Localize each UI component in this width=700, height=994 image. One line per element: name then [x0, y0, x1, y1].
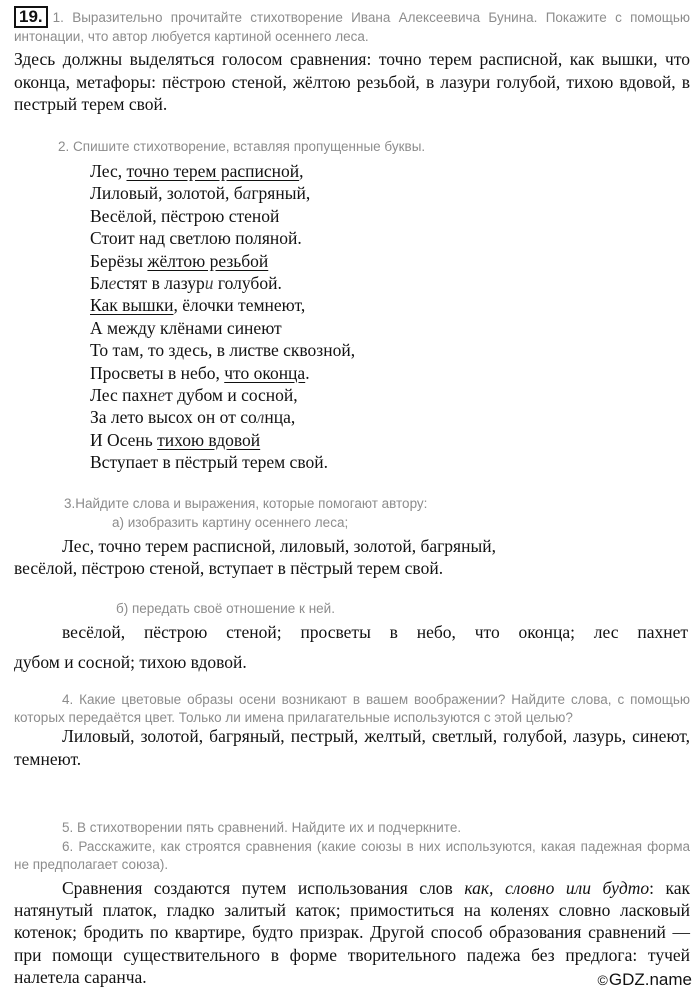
inserted-letter: а	[242, 183, 252, 204]
copyright-icon: ©	[597, 972, 608, 988]
task-4-question: 4. Какие цветовые образы осени возникают в вашем воображении? Найдите слова, с помощью которых передаётся цвет. Только ли имена прилагательные используются с этой целью?	[14, 692, 690, 725]
poem-line-6: Блестят в лазури голубой.	[90, 273, 282, 294]
task-5-question: 5. В стихотворении пять сравнений. Найдите их и подчеркните.	[62, 820, 462, 835]
inserted-letter: е	[108, 273, 117, 294]
poem-line-7: Как вышки, ёлочки темнеют,	[90, 295, 306, 316]
poem-line-9: То там, то здесь, в листве сквозной,	[90, 340, 356, 361]
poem-line-13: И Осень тихою вдовой	[90, 429, 261, 450]
poem-line-14: Вступает в пёстрый терем свой.	[90, 452, 328, 473]
task-1-answer: Здесь должны выделяться голосом сравнения: точно терем расписной, как вышки, что оконца, метафоры: пёстрою стеной, жёлтою резьбой, в лазури голубой, тихою вдовой, в пестрый терем свой.	[14, 49, 690, 114]
poem-line-2: Лиловый, золотой, багряный,	[90, 183, 311, 204]
inserted-letter: и	[204, 273, 214, 294]
watermark: ©GDZ.name	[597, 970, 692, 989]
poem-line-8: А между клёнами синеют	[90, 317, 282, 338]
poem-line-10: Просветы в небо, что оконца.	[90, 362, 310, 383]
task-3-answer-b-line2: дубом и сосной; тихою вдовой.	[14, 652, 247, 672]
poem-line-3: Весёлой, пёстрою стеной	[90, 205, 280, 226]
task-6-question: 6. Расскажите, как строятся сравнения (какие союзы в них используются, какая падежная форма не предполагает союза).	[14, 839, 690, 872]
task-1-question	[14, 6, 690, 46]
poem-line-12: За лето высох он от солнца,	[90, 407, 296, 428]
poem	[90, 160, 355, 474]
task-3-sub-a: а) изобразить картину осеннего леса;	[112, 515, 349, 530]
task-3-question: 3.Найдите слова и выражения, которые помогают автору:	[64, 496, 428, 511]
task-2-question: 2. Спишите стихотворение, вставляя пропущенные буквы.	[58, 139, 426, 154]
task-4-answer: Лиловый, золотой, багряный, пестрый, желтый, светлый, голубой, лазурь, синеют, темнеют.	[14, 726, 690, 769]
task-3-answer-a-line1: Лес, точно терем расписной, лиловый, золотой, багряный,	[62, 536, 496, 556]
poem-line-4: Стоит над светлою поляной.	[90, 228, 302, 249]
task-1-question-text: 1. Выразительно прочитайте стихотворение Ивана Алексеевича Бунина. Покажите с помощью интонации, что автор любуется картиной осеннего леса.	[14, 10, 690, 44]
conjunctions: как, словно или будто	[464, 878, 650, 898]
poem-line-1: Лес, точно терем расписной,	[90, 161, 304, 181]
task-3-sub-b: б) передать своё отношение к ней.	[116, 601, 335, 616]
task-3-answer-a-line2: весёлой, пёстрою стеной, вступает в пёстрый терем свой.	[14, 558, 444, 578]
task-3-answer-b-line1: весёлой, пёстрою стеной; просветы в небо, что оконца; лес пахнет	[62, 622, 688, 642]
task-number-badge: 19.	[14, 6, 48, 28]
inserted-letter: е	[157, 385, 166, 406]
task-6-answer: Сравнения создаются путем использования слов как, словно или будто: как натянутый платок, гладко залитый каток; примоститься на коленях словно ласковый котенок; бродить по квартире, будто призрак. Другой способ образования сравнений —при помощи существительного в форме творительного падежа без предлога: тучей налетела саранча.	[14, 878, 691, 987]
poem-line-11: Лес пахнет дубом и сосной,	[90, 385, 298, 406]
poem-line-5: Берёзы жёлтою резьбой	[90, 250, 269, 271]
inserted-letter: л	[256, 407, 265, 428]
